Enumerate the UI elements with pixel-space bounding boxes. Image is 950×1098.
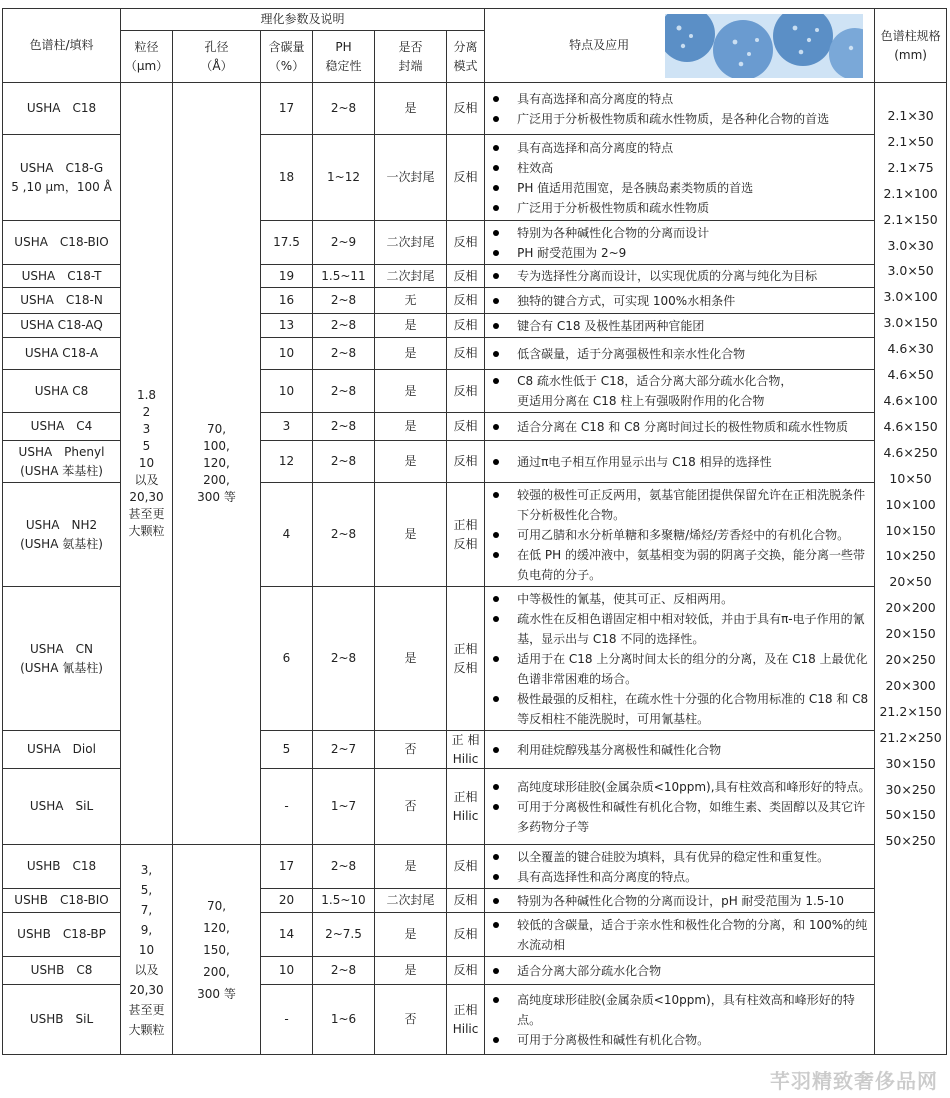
feature-list bbox=[491, 915, 871, 955]
separation-mode: 正相 反相 bbox=[447, 483, 485, 587]
header-features-label: 特点及应用 bbox=[569, 38, 630, 53]
ph-stability: 2~7 bbox=[313, 731, 375, 769]
features-cell bbox=[485, 483, 875, 587]
header-spec: 色谱柱规格 (mm) bbox=[875, 9, 947, 83]
spec-list bbox=[875, 83, 947, 1055]
feature-item: 可用于分离极性和碱性有机化合物。 bbox=[491, 1030, 871, 1050]
separation-mode: 反相 bbox=[447, 135, 485, 221]
separation-mode: 反相 bbox=[447, 265, 485, 288]
column-name: USHA C18-AQ bbox=[3, 314, 121, 338]
column-name: USHA C18 bbox=[3, 83, 121, 135]
particle-size-group2-value: 3, bbox=[140, 862, 153, 877]
pore-size-group1-value: 120, bbox=[203, 456, 230, 471]
spec-item: 30×250 bbox=[885, 781, 936, 797]
spec-item: 4.6×150 bbox=[883, 418, 938, 434]
feature-item: 以全覆盖的键合硅胶为填料，具有优异的稳定性和重复性。 bbox=[491, 847, 871, 867]
spec-item: 4.6×50 bbox=[887, 367, 934, 383]
particle-size-group2-value: 7, bbox=[140, 902, 153, 917]
feature-item: 可用乙腈和水分析单糖和多聚糖/烯烃/芳香烃中的有机化合物。 bbox=[491, 525, 871, 545]
feature-item: 较强的极性可正反两用，氨基官能团提供保留允许在正相洗脱条件下分析极性化合物。 bbox=[491, 485, 871, 525]
separation-mode: 正相 Hilic bbox=[447, 769, 485, 845]
particle-size-group2-value: 5, bbox=[140, 882, 153, 897]
ph-stability: 2~8 bbox=[313, 483, 375, 587]
header-column-name: 色谱柱/填料 bbox=[3, 9, 121, 83]
endcapped: 是 bbox=[375, 314, 447, 338]
spec-item: 21.2×250 bbox=[879, 729, 942, 745]
separation-mode: 反相 bbox=[447, 441, 485, 483]
carbon-content: 19 bbox=[261, 265, 313, 288]
spec-item: 10×50 bbox=[889, 470, 932, 486]
column-name: USHA C4 bbox=[3, 413, 121, 441]
column-name: USHA C18-N bbox=[3, 288, 121, 314]
carbon-content: 5 bbox=[261, 731, 313, 769]
feature-list bbox=[491, 89, 871, 129]
feature-item: 特别为各种碱性化合物的分离而设计，pH 耐受范围为 1.5-10 bbox=[491, 891, 871, 911]
particle-size-group1 bbox=[121, 83, 173, 845]
feature-item: 可用于分离极性和碱性有机化合物，如维生素、类固醇以及其它许多药物分子等 bbox=[491, 797, 871, 837]
spec-item: 3.0×50 bbox=[887, 263, 934, 279]
separation-mode: 反相 bbox=[447, 957, 485, 985]
carbon-content: 20 bbox=[261, 889, 313, 913]
feature-item: 利用硅烷醇残基分离极性和碱性化合物 bbox=[491, 740, 871, 760]
ph-stability: 2~8 bbox=[313, 288, 375, 314]
particle-size-group2-value: 10 bbox=[138, 942, 155, 957]
separation-mode: 反相 bbox=[447, 288, 485, 314]
feature-list bbox=[491, 961, 871, 981]
spec-item: 2.1×150 bbox=[883, 211, 938, 227]
feature-item: 独特的键合方式，可实现 100%水相条件 bbox=[491, 291, 871, 311]
carbon-content: - bbox=[261, 985, 313, 1055]
features-cell bbox=[485, 288, 875, 314]
particle-size-group2-value: 20,30 bbox=[129, 982, 164, 997]
ph-stability: 2~8 bbox=[313, 338, 375, 370]
particle-size-group1-value: 1.8 bbox=[136, 388, 157, 403]
ph-stability: 1~12 bbox=[313, 135, 375, 221]
feature-item: 疏水性在反相色谱固定相中相对较低，并由于具有π-电子作用的氰基，显示出与 C18 不同的选择性。 bbox=[491, 609, 871, 649]
features-cell bbox=[485, 985, 875, 1055]
feature-item: 特别为各种碱性化合物的分离而设计 bbox=[491, 223, 871, 243]
spec-item: 4.6×250 bbox=[883, 444, 938, 460]
pore-size-group2-value: 300 等 bbox=[197, 986, 236, 1001]
spec-item: 2.1×100 bbox=[883, 185, 938, 201]
endcapped: 否 bbox=[375, 985, 447, 1055]
feature-item: 中等极性的氰基，使其可正、反相两用。 bbox=[491, 589, 871, 609]
carbon-content: 13 bbox=[261, 314, 313, 338]
features-cell bbox=[485, 413, 875, 441]
feature-list bbox=[491, 223, 871, 263]
features-cell bbox=[485, 265, 875, 288]
features-cell bbox=[485, 338, 875, 370]
features-cell bbox=[485, 587, 875, 731]
carbon-content: 14 bbox=[261, 913, 313, 957]
separation-mode: 反相 bbox=[447, 83, 485, 135]
feature-item: 在低 PH 的缓冲液中，氨基相变为弱的阴离子交换，能分离一些带负电荷的分子。 bbox=[491, 545, 871, 585]
endcapped: 是 bbox=[375, 441, 447, 483]
ph-stability: 2~9 bbox=[313, 221, 375, 265]
feature-list bbox=[491, 417, 871, 437]
pore-size-group2-value: 150, bbox=[203, 942, 230, 957]
column-name: USHA NH2 (USHA 氨基柱) bbox=[3, 483, 121, 587]
endcapped: 二次封尾 bbox=[375, 265, 447, 288]
spec-table bbox=[2, 8, 947, 1055]
spec-item: 21.2×150 bbox=[879, 703, 942, 719]
endcapped: 是 bbox=[375, 483, 447, 587]
feature-item: 高纯度球形硅胶(金属杂质<10ppm),具有柱效高和峰形好的特点。 bbox=[491, 777, 871, 797]
spec-item: 10×250 bbox=[885, 548, 936, 564]
spec-item: 3.0×150 bbox=[883, 315, 938, 331]
header-features bbox=[485, 9, 875, 83]
pore-size-group2 bbox=[173, 845, 261, 1055]
feature-item: 键合有 C18 及极性基团两种官能团 bbox=[491, 316, 871, 336]
carbon-content: 17.5 bbox=[261, 221, 313, 265]
features-cell bbox=[485, 731, 875, 769]
spec-item: 50×250 bbox=[885, 833, 936, 849]
spec-item: 10×100 bbox=[885, 496, 936, 512]
header-endcap: 是否 封端 bbox=[375, 31, 447, 83]
ph-stability: 2~8 bbox=[313, 957, 375, 985]
particle-size-group2-value: 大颗粒 bbox=[128, 1022, 165, 1037]
features-cell bbox=[485, 769, 875, 845]
column-name: USHB C18-BIO bbox=[3, 889, 121, 913]
carbon-content: 17 bbox=[261, 83, 313, 135]
separation-mode: 正相 反相 bbox=[447, 587, 485, 731]
header-particle: 粒径 （μm） bbox=[121, 31, 173, 83]
separation-mode: 反相 bbox=[447, 221, 485, 265]
separation-mode: 反相 bbox=[447, 370, 485, 413]
ph-stability: 1~6 bbox=[313, 985, 375, 1055]
feature-list bbox=[491, 291, 871, 311]
ph-stability: 1.5~11 bbox=[313, 265, 375, 288]
feature-list bbox=[491, 589, 871, 729]
ph-stability: 1.5~10 bbox=[313, 889, 375, 913]
particle-size-group2-value: 以及 bbox=[134, 962, 159, 977]
endcapped: 无 bbox=[375, 288, 447, 314]
particle-size-group1-value: 5 bbox=[142, 439, 151, 454]
feature-list bbox=[491, 316, 871, 336]
particle-size-group1-value: 以及 bbox=[134, 473, 159, 488]
carbon-content: 3 bbox=[261, 413, 313, 441]
features-cell bbox=[485, 135, 875, 221]
endcapped: 是 bbox=[375, 413, 447, 441]
column-name: USHA C8 bbox=[3, 370, 121, 413]
pore-size-group1-value: 70, bbox=[206, 422, 227, 437]
feature-item: 低含碳量，适于分离强极性和亲水性化合物 bbox=[491, 344, 871, 364]
endcapped: 否 bbox=[375, 731, 447, 769]
feature-item: C8 疏水性低于 C18，适合分离大部分疏水化合物， 更适用分离在 C18 柱上有强吸附作用的化合物 bbox=[491, 371, 871, 411]
particle-size-group2-value: 甚至更 bbox=[128, 1002, 165, 1017]
pore-size-group1 bbox=[173, 83, 261, 845]
carbon-content: 10 bbox=[261, 370, 313, 413]
features-cell bbox=[485, 845, 875, 889]
particle-size-group1-value: 3 bbox=[142, 422, 151, 437]
carbon-content: 4 bbox=[261, 483, 313, 587]
endcapped: 是 bbox=[375, 587, 447, 731]
ph-stability: 2~8 bbox=[313, 845, 375, 889]
column-name: USHA C18-A bbox=[3, 338, 121, 370]
separation-mode: 反相 bbox=[447, 413, 485, 441]
pore-size-group1-value: 100, bbox=[203, 439, 230, 454]
separation-mode: 反相 bbox=[447, 338, 485, 370]
features-cell bbox=[485, 441, 875, 483]
feature-item: 适合分离大部分疏水化合物 bbox=[491, 961, 871, 981]
features-cell bbox=[485, 83, 875, 135]
feature-item: 极性最强的反相柱，在疏水性十分强的化合物用标准的 C18 和 C8 等反相柱不能洗脱时，可用氰基柱。 bbox=[491, 689, 871, 729]
endcapped: 是 bbox=[375, 370, 447, 413]
spec-item: 50×150 bbox=[885, 807, 936, 823]
column-name: USHB C18 bbox=[3, 845, 121, 889]
column-name: USHA SiL bbox=[3, 769, 121, 845]
pore-size-group2-value: 120, bbox=[203, 920, 230, 935]
spec-item: 20×150 bbox=[885, 626, 936, 642]
spec-item: 2.1×75 bbox=[887, 159, 934, 175]
column-name: USHA Phenyl (USHA 苯基柱) bbox=[3, 441, 121, 483]
feature-item: 广泛用于分析极性物质和疏水性物质 bbox=[491, 198, 871, 218]
header-pore: 孔径 （Å） bbox=[173, 31, 261, 83]
endcapped: 是 bbox=[375, 338, 447, 370]
endcapped: 是 bbox=[375, 913, 447, 957]
feature-item: 适用于在 C18 上分离时间太长的组分的分离，及在 C18 上最优化色谱非常困难的场合。 bbox=[491, 649, 871, 689]
endcapped: 二次封尾 bbox=[375, 889, 447, 913]
feature-list bbox=[491, 371, 871, 411]
table-body bbox=[3, 83, 947, 1055]
column-name: USHA Diol bbox=[3, 731, 121, 769]
separation-mode: 正 相 Hilic bbox=[447, 731, 485, 769]
ph-stability: 2~8 bbox=[313, 413, 375, 441]
spec-item: 3.0×100 bbox=[883, 289, 938, 305]
particle-size-group2 bbox=[121, 845, 173, 1055]
ph-stability: 2~8 bbox=[313, 441, 375, 483]
particle-size-group1-value: 10 bbox=[138, 456, 155, 471]
carbon-content: 12 bbox=[261, 441, 313, 483]
features-cell bbox=[485, 913, 875, 957]
table-row bbox=[3, 845, 947, 889]
particle-size-group1-value: 甚至更 bbox=[128, 507, 165, 522]
feature-item: 通过π电子相互作用显示出与 C18 相异的选择性 bbox=[491, 452, 871, 472]
features-cell bbox=[485, 314, 875, 338]
endcapped: 否 bbox=[375, 769, 447, 845]
silica-bead-image bbox=[665, 14, 863, 78]
spec-item: 4.6×30 bbox=[887, 341, 934, 357]
separation-mode: 反相 bbox=[447, 845, 485, 889]
carbon-content: 16 bbox=[261, 288, 313, 314]
carbon-content: 10 bbox=[261, 957, 313, 985]
spec-item: 3.0×30 bbox=[887, 237, 934, 253]
particle-size-group1-value: 大颗粒 bbox=[128, 524, 165, 539]
spec-item: 30×150 bbox=[885, 755, 936, 771]
column-name: USHB SiL bbox=[3, 985, 121, 1055]
feature-item: PH 耐受范围为 2~9 bbox=[491, 243, 871, 263]
column-name: USHA CN (USHA 氰基柱) bbox=[3, 587, 121, 731]
column-name: USHB C18-BP bbox=[3, 913, 121, 957]
feature-list bbox=[491, 344, 871, 364]
spec-item: 20×250 bbox=[885, 652, 936, 668]
feature-item: 高纯度球形硅胶(金属杂质<10ppm)，具有柱效高和峰形好的特点。 bbox=[491, 990, 871, 1030]
feature-item: 具有高选择性和高分离度的特点。 bbox=[491, 867, 871, 887]
pore-size-group1-value: 300 等 bbox=[197, 490, 236, 505]
feature-item: 具有高选择和高分离度的特点 bbox=[491, 89, 871, 109]
feature-list bbox=[491, 452, 871, 472]
particle-size-group2-value: 9, bbox=[140, 922, 153, 937]
particle-size-group1-value: 2 bbox=[142, 405, 151, 420]
carbon-content: 10 bbox=[261, 338, 313, 370]
feature-list bbox=[491, 847, 871, 887]
separation-mode: 反相 bbox=[447, 889, 485, 913]
feature-item: PH 值适用范围宽，是各胰岛素类物质的首选 bbox=[491, 178, 871, 198]
feature-item: 具有高选择和高分离度的特点 bbox=[491, 138, 871, 158]
header-carbon: 含碳量 （%） bbox=[261, 31, 313, 83]
separation-mode: 反相 bbox=[447, 913, 485, 957]
endcapped: 是 bbox=[375, 957, 447, 985]
spec-item: 20×200 bbox=[885, 600, 936, 616]
spec-item: 20×300 bbox=[885, 677, 936, 693]
pore-size-group1-value: 200, bbox=[203, 473, 230, 488]
feature-list bbox=[491, 485, 871, 585]
header-mode: 分离 模式 bbox=[447, 31, 485, 83]
endcapped: 二次封尾 bbox=[375, 221, 447, 265]
ph-stability: 1~7 bbox=[313, 769, 375, 845]
header-ph: PH 稳定性 bbox=[313, 31, 375, 83]
header-group-title: 理化参数及说明 bbox=[121, 9, 485, 31]
endcapped: 是 bbox=[375, 83, 447, 135]
column-name: USHA C18-G 5 ,10 μm，100 Å bbox=[3, 135, 121, 221]
feature-item: 专为选择性分离而设计，以实现优质的分离与纯化为目标 bbox=[491, 266, 871, 286]
feature-list bbox=[491, 990, 871, 1050]
ph-stability: 2~8 bbox=[313, 587, 375, 731]
features-cell bbox=[485, 370, 875, 413]
spec-item: 2.1×30 bbox=[887, 108, 934, 123]
ph-stability: 2~8 bbox=[313, 83, 375, 135]
separation-mode: 正相 Hilic bbox=[447, 985, 485, 1055]
separation-mode: 反相 bbox=[447, 314, 485, 338]
feature-list bbox=[491, 138, 871, 218]
column-name: USHB C8 bbox=[3, 957, 121, 985]
features-cell bbox=[485, 221, 875, 265]
spec-item: 10×150 bbox=[885, 522, 936, 538]
spec-item: 2.1×50 bbox=[887, 133, 934, 149]
features-cell bbox=[485, 889, 875, 913]
feature-item: 柱效高 bbox=[491, 158, 871, 178]
carbon-content: 6 bbox=[261, 587, 313, 731]
feature-item: 较低的含碳量，适合于亲水性和极性化合物的分离，和 100%的纯水流动相 bbox=[491, 915, 871, 955]
pore-size-group2-value: 70, bbox=[206, 898, 227, 913]
feature-list bbox=[491, 777, 871, 837]
carbon-content: 17 bbox=[261, 845, 313, 889]
particle-size-group1-value: 20,30 bbox=[129, 490, 164, 505]
feature-list bbox=[491, 740, 871, 760]
feature-item: 适合分离在 C18 和 C8 分离时间过长的极性物质和疏水性物质 bbox=[491, 417, 871, 437]
feature-list bbox=[491, 891, 871, 911]
feature-list bbox=[491, 266, 871, 286]
endcapped: 是 bbox=[375, 845, 447, 889]
features-cell bbox=[485, 957, 875, 985]
carbon-content: - bbox=[261, 769, 313, 845]
ph-stability: 2~7.5 bbox=[313, 913, 375, 957]
column-name: USHA C18-BIO bbox=[3, 221, 121, 265]
column-name: USHA C18-T bbox=[3, 265, 121, 288]
spec-item: 20×50 bbox=[889, 574, 932, 590]
feature-item: 广泛用于分析极性物质和疏水性物质，是各种化合物的首选 bbox=[491, 109, 871, 129]
ph-stability: 2~8 bbox=[313, 370, 375, 413]
spec-item: 4.6×100 bbox=[883, 392, 938, 408]
endcapped: 一次封尾 bbox=[375, 135, 447, 221]
ph-stability: 2~8 bbox=[313, 314, 375, 338]
watermark: 芊羽精致奢侈品网 bbox=[770, 1069, 938, 1093]
table-row bbox=[3, 83, 947, 135]
carbon-content: 18 bbox=[261, 135, 313, 221]
pore-size-group2-value: 200, bbox=[203, 964, 230, 979]
